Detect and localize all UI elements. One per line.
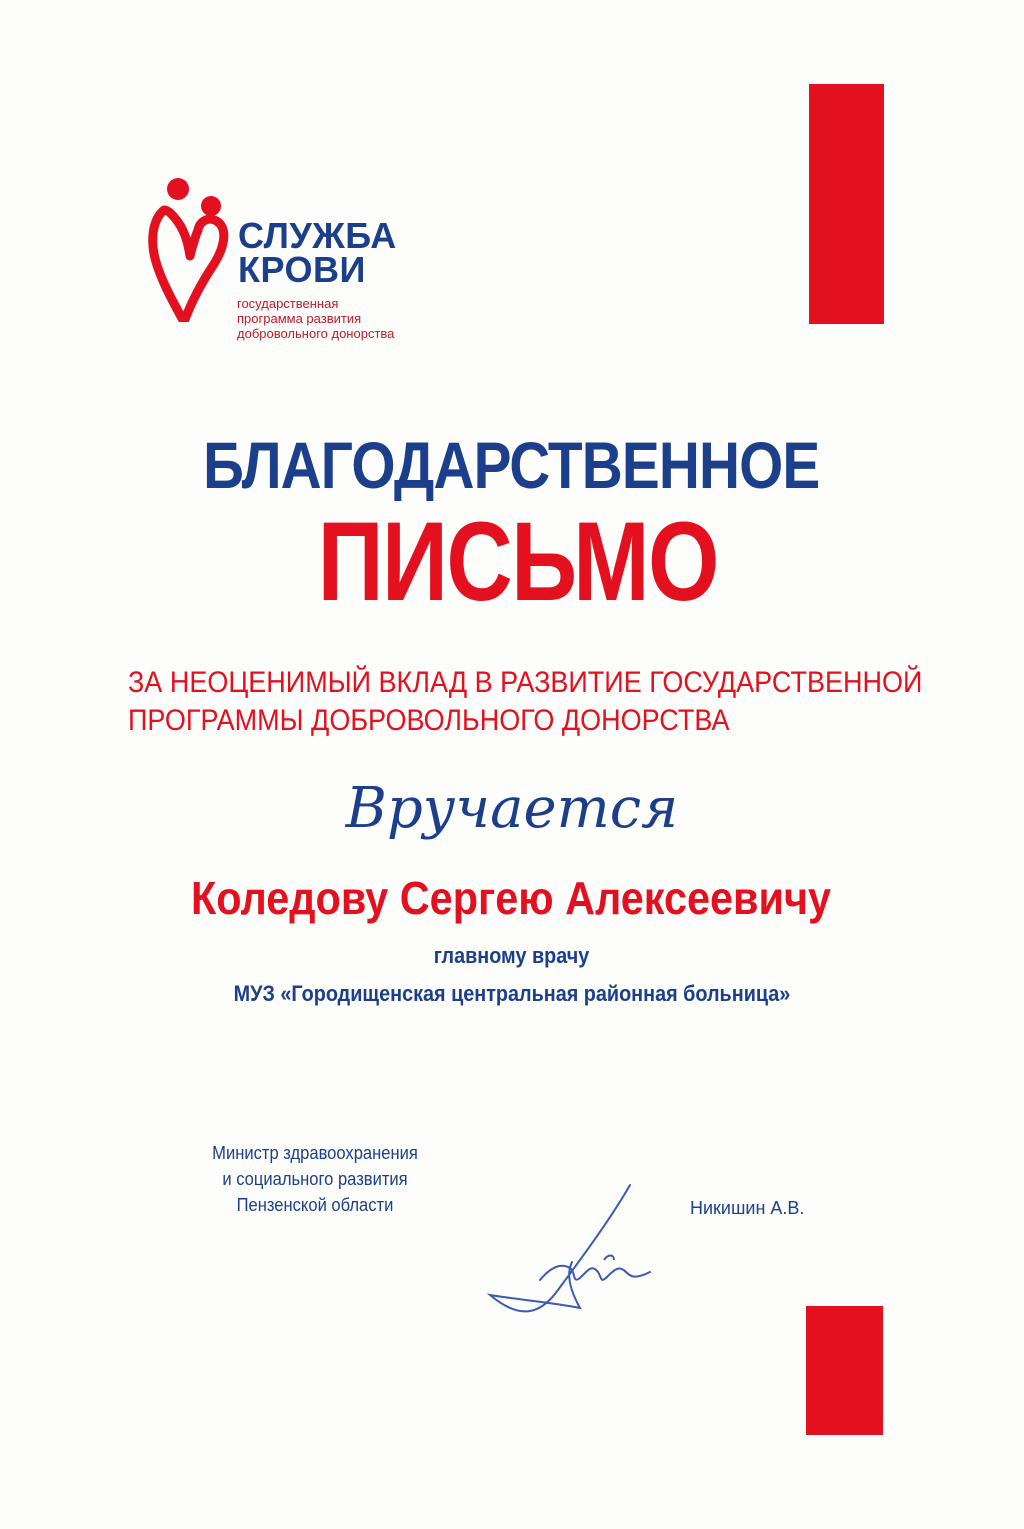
red-accent-bar-top (809, 84, 884, 324)
logo-title-line-2: КРОВИ (238, 249, 366, 290)
logo-subtitle-line: государственная (237, 296, 339, 311)
awarded-to-label: Вручается (345, 776, 679, 841)
signatory-name: Никишин А.В. (690, 1198, 805, 1218)
logo-title-line-1: СЛУЖБА (238, 215, 397, 256)
recipient-organization: МУЗ «Городищенская центральная районная больница» (233, 981, 791, 1006)
recipient-position: главному врачу (433, 943, 590, 968)
signatory-title-line: Министр здравоохранения (212, 1143, 418, 1163)
red-accent-bar-bottom (806, 1306, 883, 1435)
document-title-line-1: БЛАГОДАРСТВЕННОЕ (203, 428, 820, 502)
recipient-name: Коледову Сергею Алексеевичу (190, 872, 832, 924)
subtitle-line-2: ПРОГРАММЫ ДОБРОВОЛЬНОГО ДОНОРСТВА (128, 704, 730, 737)
logo-subtitle-line: программа развития (237, 311, 362, 326)
document-title-line-2: ПИСЬМО (317, 499, 718, 624)
logo-subtitle (237, 296, 394, 341)
document-subtitle (128, 664, 923, 740)
signatory-title-line: и социального развития (222, 1169, 408, 1189)
handwritten-signature (480, 1180, 670, 1330)
logo-subtitle-line: добровольного донорства (237, 326, 395, 341)
subtitle-line-1: ЗА НЕОЦЕНИМЫЙ ВКЛАД В РАЗВИТИЕ ГОСУДАРСТВЕННОЙ (128, 666, 923, 699)
signatory-title-line: Пензенской области (236, 1195, 394, 1215)
blood-service-logo-icon (148, 176, 230, 322)
signatory-title (182, 1140, 449, 1218)
